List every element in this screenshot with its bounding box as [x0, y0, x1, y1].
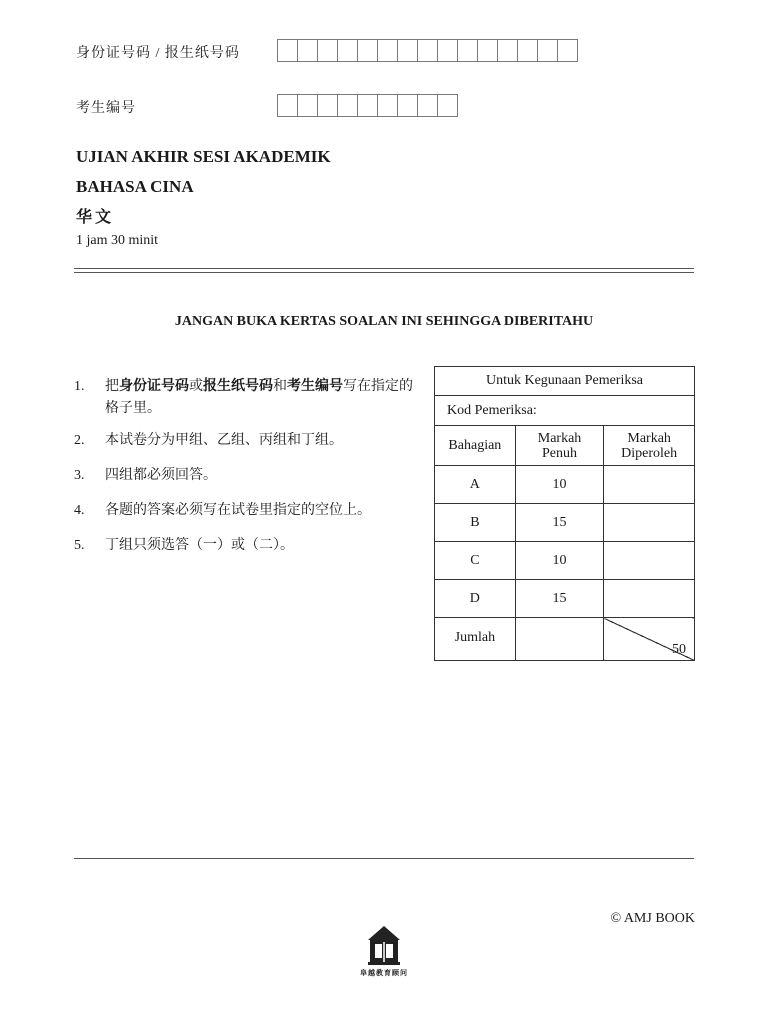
footer-divider: [74, 858, 694, 859]
candidate-number-box[interactable]: [297, 94, 318, 117]
full-marks-header-line1: Markah: [537, 430, 582, 446]
candidate-number-box[interactable]: [397, 94, 418, 117]
id-number-box[interactable]: [517, 39, 538, 62]
instruction-fragment: 丁组只须选答（一）或（二）。: [105, 538, 294, 553]
instruction-text: [105, 500, 415, 522]
obtained-marks-cell[interactable]: [604, 542, 695, 580]
copyright-notice: © AMJ BOOK: [610, 911, 695, 926]
publisher-logo-text: 阜越教育顾问: [360, 969, 408, 977]
exam-title: UJIAN AKHIR SESI AKADEMIK: [76, 147, 331, 166]
instruction-fragment: 把: [105, 379, 119, 394]
id-number-box[interactable]: [277, 39, 298, 62]
instruction-number: 5.: [74, 538, 85, 553]
id-number-label: 身份证号码 / 报生纸号码: [76, 46, 240, 61]
instruction-number: 2.: [74, 433, 85, 448]
candidate-number-box[interactable]: [417, 94, 438, 117]
full-marks-cell: 15: [515, 504, 604, 542]
instruction-fragment: 各题的答案必须写在试卷里指定的空位上。: [105, 503, 371, 518]
full-marks-cell: 10: [515, 542, 604, 580]
instructions-list: [74, 376, 419, 576]
publisher-logo: [344, 924, 424, 978]
instruction-text: [105, 465, 415, 487]
id-number-box[interactable]: [457, 39, 478, 62]
marks-row: [435, 580, 695, 618]
section-cell: C: [435, 542, 516, 580]
book-house-icon: [364, 924, 404, 966]
id-number-box[interactable]: [417, 39, 438, 62]
full-marks-header-line2: Penuh: [542, 445, 578, 461]
instruction-fragment: 和: [273, 379, 287, 394]
instruction-fragment: 四组都必须回答。: [105, 468, 217, 483]
id-number-box[interactable]: [297, 39, 318, 62]
subject-title: BAHASA CINA: [76, 177, 194, 196]
subject-title-chinese: 华文: [76, 209, 115, 226]
marks-row: [435, 466, 695, 504]
examiner-code-label: Kod Pemeriksa:: [435, 396, 695, 426]
instruction-emphasis: 身份证号码: [119, 379, 189, 394]
instruction-emphasis: 报生纸号码: [203, 379, 273, 394]
total-marks-cell: [604, 618, 695, 661]
candidate-number-box[interactable]: [437, 94, 458, 117]
id-number-box[interactable]: [337, 39, 358, 62]
marks-row: [435, 504, 695, 542]
exam-duration: 1 jam 30 minit: [76, 233, 159, 248]
instruction-number: 1.: [74, 379, 85, 394]
instruction-text: [105, 535, 415, 557]
obtained-marks-header-line1: Markah: [627, 430, 671, 446]
candidate-number-box[interactable]: [357, 94, 378, 117]
candidate-number-label: 考生编号: [76, 101, 136, 116]
total-marks-value: 50: [672, 642, 686, 657]
instruction-number: 3.: [74, 468, 85, 483]
instruction-fragment: 或: [189, 379, 203, 394]
warning-notice: JANGAN BUKA KERTAS SOALAN INI SEHINGGA DIBERITAHU: [174, 314, 594, 329]
instruction-fragment: 写在指定的格子里。: [105, 379, 413, 416]
obtained-marks-cell[interactable]: [604, 580, 695, 618]
examiner-marks-table: [434, 366, 695, 661]
id-number-box[interactable]: [317, 39, 338, 62]
id-number-box[interactable]: [537, 39, 558, 62]
id-number-box[interactable]: [437, 39, 458, 62]
instruction-emphasis: 考生编号: [287, 379, 343, 394]
section-column-header: Bahagian: [435, 426, 516, 466]
id-number-box[interactable]: [477, 39, 498, 62]
instruction-text: [105, 430, 415, 452]
total-label: Jumlah: [435, 618, 516, 661]
full-marks-cell: 10: [515, 466, 604, 504]
marks-table-title: Untuk Kegunaan Pemeriksa: [435, 367, 695, 396]
candidate-number-box[interactable]: [277, 94, 298, 117]
id-number-boxes[interactable]: [277, 39, 577, 62]
obtained-marks-column-header: [604, 426, 695, 466]
id-number-box[interactable]: [357, 39, 378, 62]
id-number-box[interactable]: [397, 39, 418, 62]
section-cell: D: [435, 580, 516, 618]
instruction-number: 4.: [74, 503, 85, 518]
candidate-number-box[interactable]: [317, 94, 338, 117]
instruction-fragment: 本试卷分为甲组、乙组、丙组和丁组。: [105, 433, 343, 448]
section-cell: A: [435, 466, 516, 504]
marks-row: [435, 542, 695, 580]
full-marks-cell: 15: [515, 580, 604, 618]
section-cell: B: [435, 504, 516, 542]
candidate-number-boxes[interactable]: [277, 94, 457, 117]
candidate-number-box[interactable]: [337, 94, 358, 117]
candidate-number-box[interactable]: [377, 94, 398, 117]
obtained-marks-cell[interactable]: [604, 466, 695, 504]
header-divider-top: [74, 268, 694, 269]
obtained-marks-cell[interactable]: [604, 504, 695, 542]
total-full-marks-cell: [515, 618, 604, 661]
id-number-box[interactable]: [557, 39, 578, 62]
id-number-box[interactable]: [497, 39, 518, 62]
instruction-text: [105, 376, 415, 420]
id-number-box[interactable]: [377, 39, 398, 62]
header-divider-bottom: [74, 272, 694, 273]
obtained-marks-header-line2: Diperoleh: [621, 445, 678, 461]
full-marks-column-header: [515, 426, 604, 466]
